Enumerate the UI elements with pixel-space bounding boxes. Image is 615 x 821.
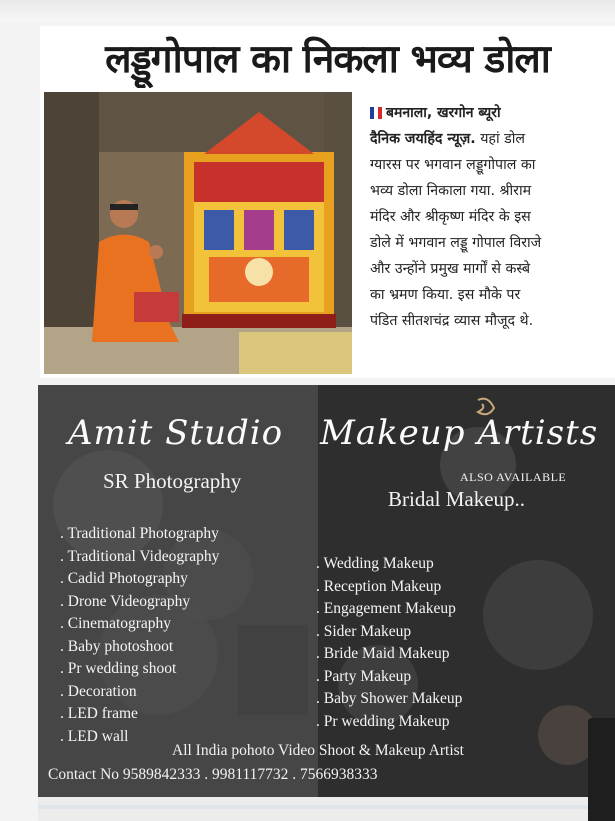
service-item: . Cinematography (60, 615, 172, 632)
service-item: . Baby photoshoot (60, 637, 174, 655)
service-item: . Bride Maid Makeup (316, 645, 450, 662)
bridal-makeup: Bridal Makeup.. (388, 487, 526, 511)
service-item: . Wedding Makeup (316, 555, 434, 572)
article-line: मंदिर और श्रीकृष्ण मंदिर के इस (370, 209, 531, 225)
service-item: . Pr wedding Makeup (316, 712, 450, 730)
service-item: . Traditional Videography (60, 547, 220, 565)
side-scroll-handle[interactable] (588, 718, 615, 821)
service-item: . LED wall (60, 727, 129, 745)
service-item: . Engagement Makeup (316, 600, 456, 617)
service-item: . Baby Shower Makeup (316, 690, 463, 707)
also-available: ALSO AVAILABLE (460, 470, 567, 484)
makeup-services (316, 553, 462, 733)
service-item: . Sider Makeup (316, 622, 412, 640)
article-first-line (370, 126, 610, 152)
dateline-text: बमनाला, खरगोन ब्यूरो (386, 105, 501, 121)
sr-photography: SR Photography (103, 469, 242, 493)
bottom-strip (38, 797, 615, 821)
studio-title: Amit Studio (68, 413, 284, 453)
photography-services (60, 523, 219, 748)
article-line: भव्य डोला निकाला गया. श्रीराम (370, 183, 532, 199)
service-item: . Decoration (60, 682, 137, 700)
source-name: दैनिक जयहिंद न्यूज़. (370, 131, 476, 147)
article-line: और उन्होंने प्रमुख मार्गों से कस्बे (370, 261, 531, 277)
service-item: . Party Makeup (316, 667, 412, 685)
article-line: यहां डोल (480, 131, 526, 147)
article-line: का भ्रमण किया. इस मौके पर (370, 287, 521, 303)
top-gradient-bar (0, 0, 615, 22)
ad-tagline: All India pohoto Video Shoot & Makeup Artist (172, 742, 464, 759)
article-body (370, 100, 610, 334)
service-item: . Cadid Photography (60, 570, 188, 587)
article-line: डोले में भगवान लड्डू गोपाल विराजे (370, 235, 542, 251)
service-item: . Reception Makeup (316, 577, 442, 595)
contact-numbers: Contact No 9589842333 . 9981117732 . 7566938333 (48, 766, 378, 783)
service-item: . Drone Videography (60, 592, 191, 610)
makeup-title: Makeup Artists (320, 413, 599, 453)
service-item: . Traditional Photography (60, 525, 219, 542)
article-headline: लड्डूगोपाल का निकला भव्य डोला (40, 26, 615, 88)
service-item: . LED frame (60, 705, 138, 722)
bottom-divider (38, 805, 615, 809)
photo-illustration (44, 92, 352, 374)
article-photo (44, 92, 352, 374)
service-item: . Pr wedding shoot (60, 660, 177, 677)
flag-icon (370, 107, 382, 119)
article-line: ग्यारस पर भगवान लड्डूगोपाल का (370, 157, 536, 173)
news-article (40, 88, 615, 378)
studio-advertisement (38, 385, 615, 797)
dateline (370, 100, 610, 126)
article-line: पंडित सीतशचंद्र व्यास मौजूद थे. (370, 313, 534, 329)
